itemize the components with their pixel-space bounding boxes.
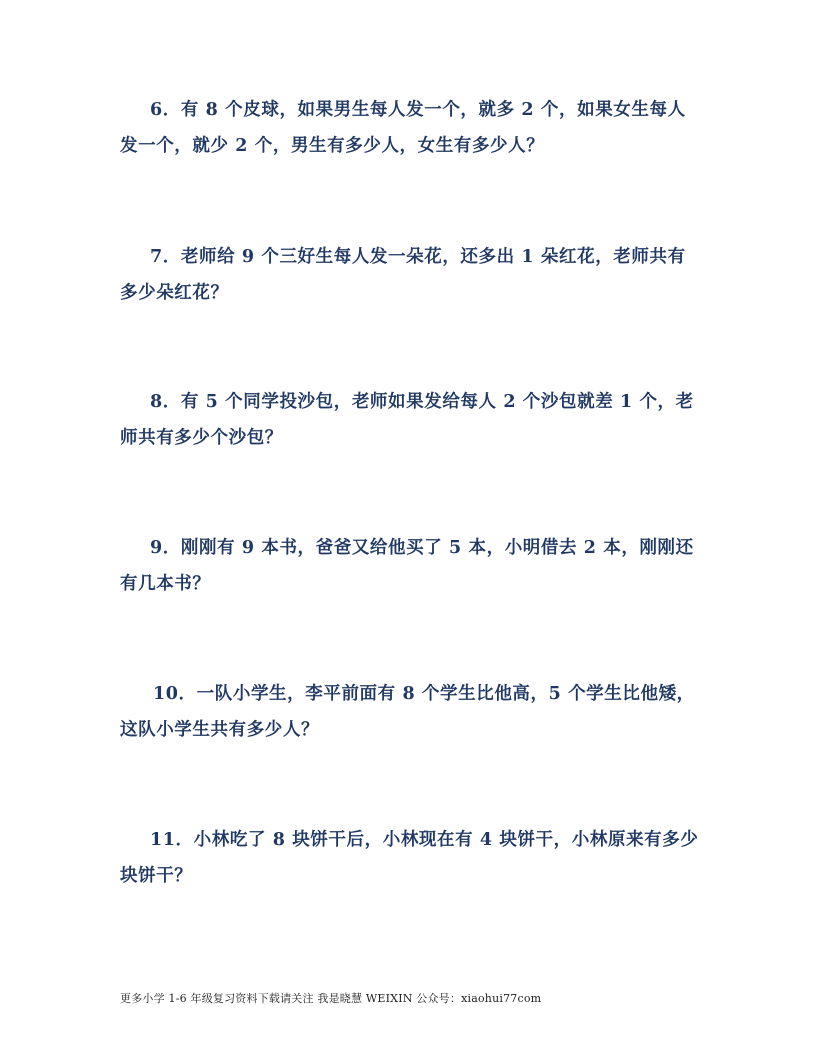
problem-7: 7．老师给 9 个三好生每人发一朵花，还多出 1 朵红花，老师共有多少朵红花？ xyxy=(120,247,686,303)
problem-9: 9．刚刚有 9 本书，爸爸又给他买了 5 本，小明借去 2 本，刚刚还有几本书？ xyxy=(120,538,694,594)
problem-8: 8．有 5 个同学投沙包，老师如果发给每人 2 个沙包就差 1 个，老师共有多少个沙包？ xyxy=(120,392,694,448)
problem-6: 6．有 8 个皮球，如果男生每人发一个，就多 2 个，如果女生每人发一个，就少 2 个，男生有多少人，女生有多少人？ xyxy=(120,100,686,156)
problem-11: 11．小林吃了 8 块饼干后，小林现在有 4 块饼干，小林原来有多少块饼干？ xyxy=(120,830,699,886)
page-footer: 更多小学 1-6 年级复习资料下载请关注 我是晓慧 WEIXIN 公众号：xiaohui77com xyxy=(120,992,542,1005)
problem-10: 10．一队小学生，李平前面有 8 个学生比他高，5 个学生比他矮，这队小学生共有多少人？ xyxy=(120,684,695,740)
